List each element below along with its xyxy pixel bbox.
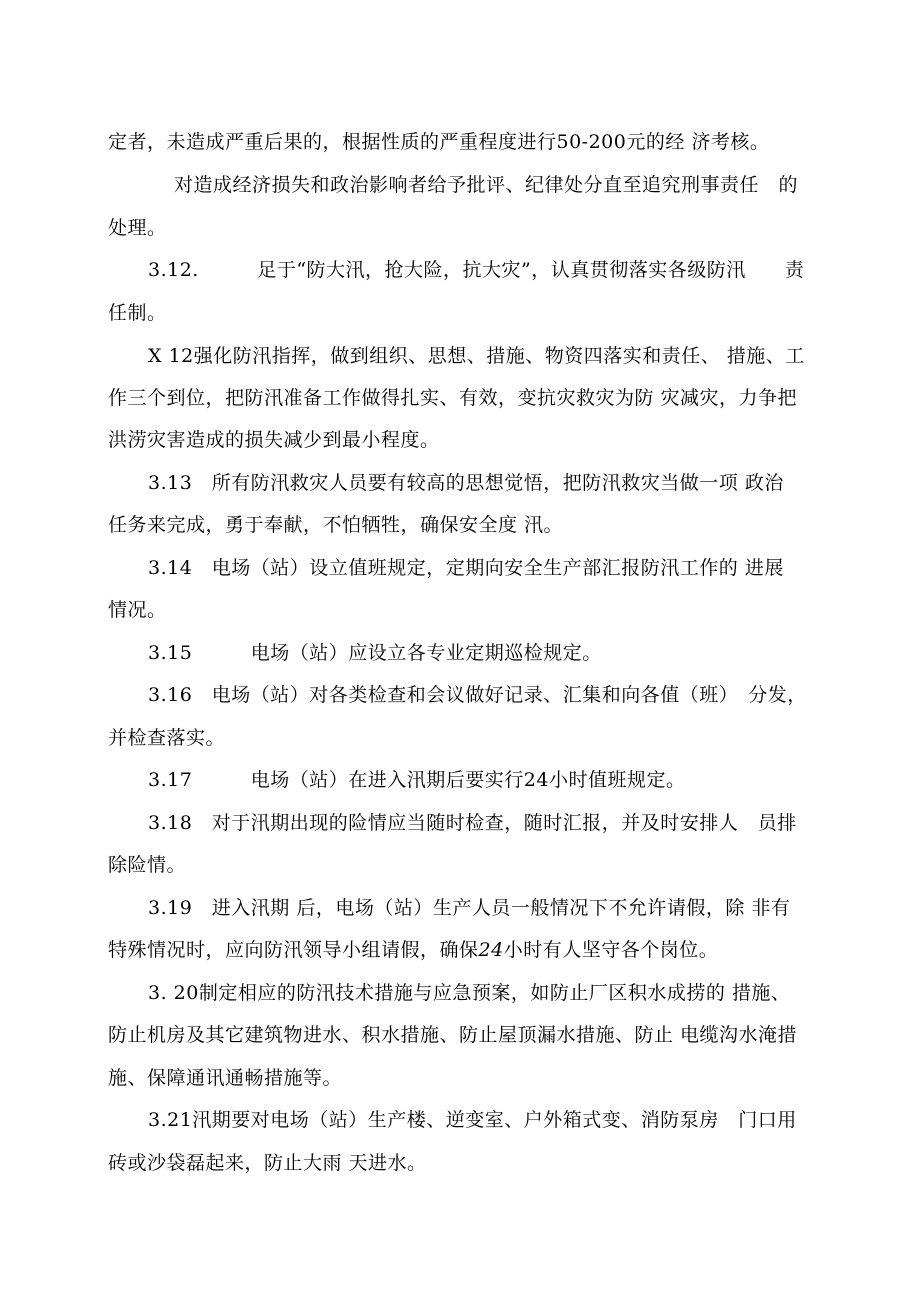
text-line: 施、保障通讯通畅措施等。 <box>108 1067 343 1089</box>
text-line: 3.15 电场（站）应设立各专业定期巡检规定。 <box>148 642 602 664</box>
text-line: 3. 20制定相应的防汛技术措施与应急预案，如防止厂区积水成捞的 措施、 <box>148 982 791 1004</box>
text-line: 任务来完成，勇于奉献，不怕牺牲，确保安全度 汛。 <box>108 514 564 536</box>
text-line: 3.13 所有防汛救灾人员要有较高的思想觉悟，把防汛救灾当做一项 政治 <box>148 472 784 494</box>
text-line: 作三个到位，把防汛准备工作做得扎实、有效，变抗灾救灾为防 灾减灾，力争把 <box>108 387 798 409</box>
text-segment: 特殊情况时，应向防汛领导小组请假，确保 <box>108 939 479 961</box>
text-line: 定者，未造成严重后果的，根据性质的严重程度进行50-200元的经 济考核。 <box>108 131 770 153</box>
text-line: 处理。 <box>108 217 167 239</box>
text-line: 3.18 对于汛期出现的险情应当随时检查，随时汇报，并及时安排人 员排 <box>148 812 797 834</box>
text-line: 情况。 <box>108 599 167 621</box>
text-line <box>108 938 718 962</box>
text-line: 并检查落实。 <box>108 727 226 749</box>
text-line: 除险情。 <box>108 854 187 876</box>
text-line: 对造成经济损失和政治影响者给予批评、纪律处分直至追究刑事责任 的 <box>174 174 799 196</box>
text-line: 3.19 进入汛期 后，电场（站）生产人员一般情况下不允许请假，除 非有 <box>148 897 791 919</box>
text-line: 砖或沙袋磊起来，防止大雨 天进水。 <box>108 1152 427 1174</box>
text-line: X 12强化防汛指挥，做到组织、思想、措施、物资四落实和责任、 措施、工 <box>148 345 805 367</box>
text-line: 3.16 电场（站）对各类检查和会议做好记录、汇集和向各值（班） 分发， <box>148 684 807 706</box>
italic-number: 24 <box>478 939 504 961</box>
text-line: 3.17 电场（站）在进入汛期后要实行24小时值班规定。 <box>148 769 686 791</box>
text-line: 任制。 <box>108 302 167 324</box>
text-line: 3.21汛期要对电场（站）生产楼、逆变室、户外箱式变、消防泵房 门口用 <box>148 1109 797 1131</box>
text-line: 3.12. 足于“防大汛，抢大险，抗大灾”，认真贯彻落实各级防汛 责 <box>148 259 805 281</box>
text-line: 洪涝灾害造成的损失减少到最小程度。 <box>108 429 440 451</box>
text-line: 3.14 电场（站）设立值班规定，定期向安全生产部汇报防汛工作的 进展 <box>148 557 784 579</box>
text-segment: 小时有人坚守各个岗位。 <box>503 939 719 961</box>
text-line: 防止机房及其它建筑物进水、积水措施、防止屋顶漏水措施、防止 电缆沟水淹措 <box>108 1024 798 1046</box>
